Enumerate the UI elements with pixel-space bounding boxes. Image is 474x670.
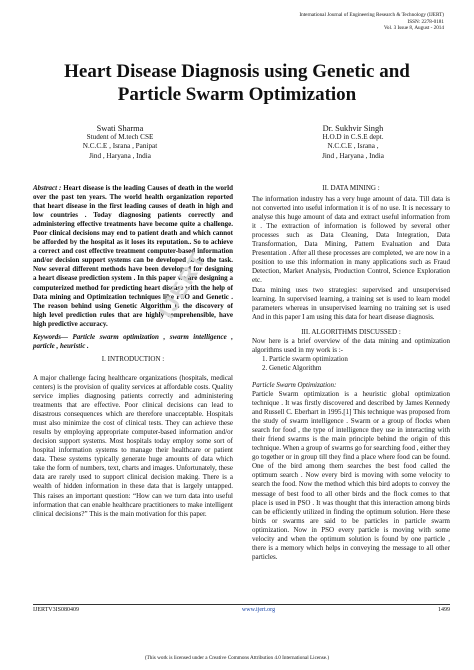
paper-id: IJERTV3IS080409 — [33, 607, 79, 613]
journal-issn: ISSN: 2278-0181 — [407, 18, 444, 25]
paper-title: Heart Disease Diagnosis using Genetic and Particle Swarm Optimization — [64, 61, 410, 105]
author-affiliation: N.C.C.E , Israna , — [327, 142, 379, 151]
section-heading-data-mining: II. DATA MINING : — [322, 184, 380, 192]
algorithms-intro: Now here is a brief overview of the data mining and optimization algorithms used in my work is :- — [252, 336, 450, 354]
license-note: (This work is licensed under a Creative Commons Attribution 4.0 International License.) — [144, 655, 330, 661]
page-footer — [33, 604, 450, 613]
data-mining-paragraph-1: The information industry has a very huge amount of data. Till data is not converted into useful information it is of no use. It is necessary to analyse this huge amount of data and extract useful information from it . The extraction of information is followed by several other processes such as Data Cleaning, Data Integration, Data Transformation, Data Mining, Pattern Evaluation and Data Presentation . After all these processes are completed, we are now in a position to use this information in many applications such as Fraud Detection, Market Analysis, Production Control, Science Exploration etc. — [252, 195, 450, 285]
author-name: Dr. Sukhvir Singh — [322, 124, 384, 133]
author-affiliation: H.O.D in C.S.E dept. — [322, 133, 384, 142]
section-heading-introduction: I. INTRODUCTION : — [101, 354, 165, 363]
keywords-text: Particle swarm optimization , swarm intelligence , particle , heuristic . — [33, 332, 233, 350]
pso-text: Particle Swarm optimization is a heuristic global optimization technique . It was firstly discovered and described by James Kennedy and Russell C. Eberhart in 1995.[1] This technique was proposed from the study of swarm intelligence . Swarm or a group of flocks when search for food , the type of intelligence they use in interacting with their friend swarms is the main principle behind the origin of this technique. When a group of swarms go for searching food , either they go together or in group till they find a place where food can be found. One of the bird among them searches the best food called the optimum search . Now every bird is moving with some velocity to search the food. Now the method which this bird adopts to convey the message of best food to all other birds and the flock comes to that place is used in PSO . It was thought that this interaction among birds can be efficiently utilized in finding the optimum solution. Here these birds or swarms are said to be particles in particle swarm optimization. Now in PSO every particle is moving with some velocity and when the optimum solution is found by one particle , there is a memory which helps in conveying the message to all other particles. — [252, 389, 450, 561]
abstract-label: Abstract : — [33, 184, 62, 192]
data-mining-paragraph-2: Data mining uses two strategies: supervised and unsupervised learning. In supervised learning, a training set is used to learn model parameters whereas in unsupervised learning no training set is used And in this paper I am using this data for heart disease diagnosis. — [252, 285, 450, 321]
author-affiliation: Student of M.tech CSE — [86, 133, 154, 142]
subsection-heading-pso: Particle Swarm Optimization: — [252, 380, 337, 389]
author-block-2 — [268, 124, 438, 161]
author-location: Jind , Haryana , India — [322, 151, 384, 160]
author-affiliation: N.C.C.E , Israna , Panipat — [82, 142, 158, 151]
left-column — [33, 184, 233, 519]
keywords-label: Keywords— — [33, 332, 68, 341]
author-name: Swati Sharma — [96, 124, 144, 133]
right-column — [252, 184, 450, 562]
footer-rule — [33, 604, 450, 605]
ijert-watermark: IJERT — [153, 247, 212, 323]
journal-name: International Journal of Engineering Research & Technology (IJERT) — [299, 12, 444, 18]
journal-link[interactable]: www.ijert.org — [241, 607, 276, 613]
introduction-text: A major challenge facing healthcare organizations (hospitals, medical centers) is the provision of quality services at affordable costs. Quality service implies diagnosing patients correctly and administering treatments that are effective. Poor clinical decisions can lead to disastrous consequences which are therefore unacceptable. Hospitals must also minimize the cost of clinical tests. They can achieve these results by employing appropriate computer-based information and/or decision support systems. Most hospitals today employ some sort of hospital information systems to manage their healthcare or patient data. These systems typically generate huge amounts of data which take the form of numbers, text, charts and images. Unfortunately, these data are rarely used to support clinical decision making. There is a wealth of hidden information in these data that is largely untapped. This raises an important question: “How can we turn data into useful information that can enable healthcare practitioners to make intelligent clinical decisions?” This is the main motivation for this paper. — [33, 373, 233, 518]
journal-header — [299, 12, 444, 32]
algorithm-list-item: 2. Genetic Algorithm — [262, 363, 322, 372]
section-heading-algorithms: III. ALGORITHMS DISCUSSED : — [301, 327, 401, 336]
page-number: 1499 — [438, 607, 450, 613]
author-block-1 — [35, 124, 205, 161]
journal-volume: Vol. 3 Issue 8, August - 2014 — [383, 25, 444, 32]
author-location: Jind , Haryana , India — [89, 151, 151, 160]
algorithm-list-item: 1. Particle swarm optimization — [262, 354, 348, 363]
abstract-text: Heart disease is the leading Causes of death in the world over the past ten years. The world health organization reported that heart disease in the first leading causes of death in high and low countries . Today diagnosing patients correctly and administering effective treatments have become quite a challenge. Poor clinical decisions may end to patient death and which cannot be afforded by the hospital as it loses its reputation.. So to achieve a correct and cost effective treatment computer-based information and/or decision support systems can be developed to do the task. Now several different methods have been developed for designing a heart disease prediction system . In this paper we are designing a computerized method for predicting heart disease with the help of Data mining and Optimization techniques like PSO and Genetic . The reason behind using Genetic Algorithm is the discovery of high level prediction rules that are highly comprehensible, have high predictive accuracy. — [33, 184, 234, 328]
